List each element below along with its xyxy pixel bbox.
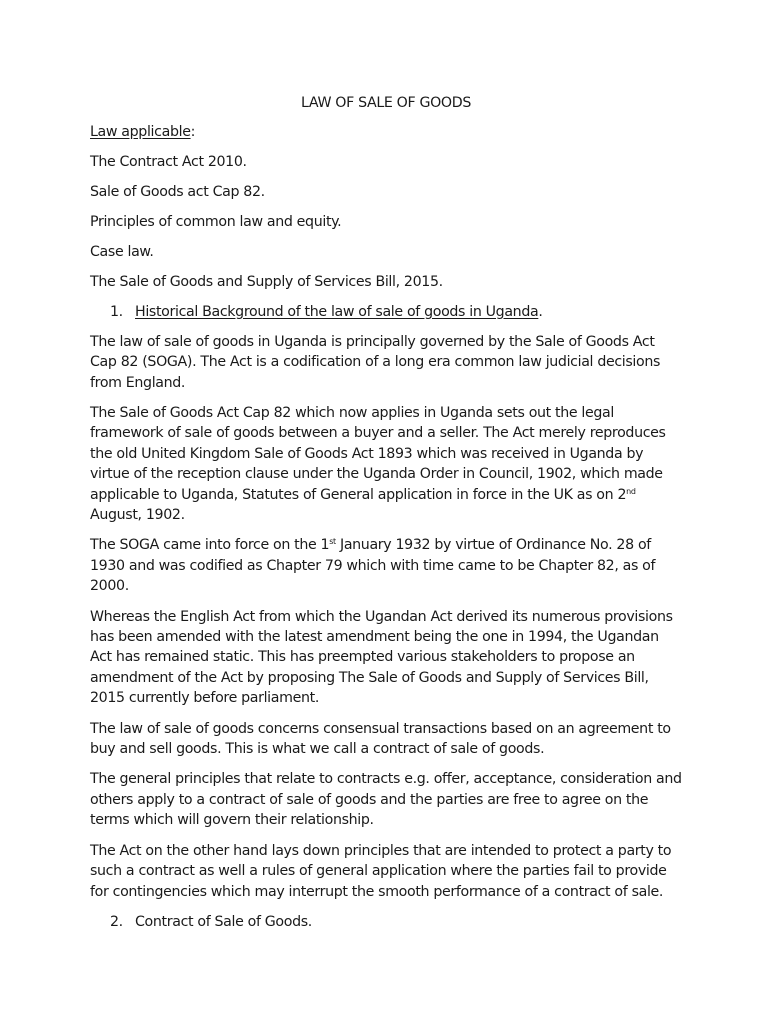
- paragraph-text-end: January 1932 by virtue of Ordinance No. 28 of 1930 and was codified as Chapter 79 which with time came to be Chapter 82, as of 2000.: [90, 537, 656, 595]
- law-applicable-item: Case law.: [90, 244, 154, 261]
- section-2-number: 2.: [110, 913, 123, 930]
- paragraph: The law of sale of goods in Uganda is principally governed by the Sale of Goods Act Cap 82 (SOGA). The Act is a codification of a long era common law judicial decisions from England.: [90, 333, 661, 391]
- paragraph: Whereas the English Act from which the Ugandan Act derived its numerous provisions has been amended with the latest amendment being the one in 1994, the Ugandan Act has remained static. This has preempted various stakeholders to propose an amendment of the Act by proposing The Sale of Goods and Supply of Services Bill, 2015 currently before parliament.: [90, 608, 673, 707]
- law-applicable-heading: [90, 122, 682, 142]
- paragraph: [90, 403, 682, 525]
- paragraph: The general principles that relate to contracts e.g. offer, acceptance, consideration and others apply to a contract of sale of goods and the parties are free to agree on the terms which will govern their relationship.: [90, 771, 682, 829]
- law-applicable-item: Sale of Goods act Cap 82.: [90, 184, 265, 201]
- section-1-title-end: .: [538, 303, 543, 320]
- law-applicable-item: The Sale of Goods and Supply of Services Bill, 2015.: [90, 273, 443, 290]
- section-2-title-end: .: [307, 913, 312, 930]
- section-2-heading: [90, 912, 682, 932]
- law-applicable-item: The Contract Act 2010.: [90, 154, 247, 171]
- paragraph-text: The Sale of Goods Act Cap 82 which now applies in Uganda sets out the legal framework of sale of goods between a buyer and a seller. The Act merely reproduces the old United Kingdom Sale of Goods Act 1893 which was received in Uganda by virtue of the reception clause under the Uganda Order in Council, 1902, which made applicable to Uganda, Statutes of General application in force in the UK as on 2: [90, 404, 666, 503]
- paragraph: The Act on the other hand lays down principles that are intended to protect a party to such a contract as well a rules of general application where the parties fail to provide for contingencies which may interrupt the smooth performance of a contract of sale.: [90, 842, 672, 900]
- paragraph: [90, 535, 682, 596]
- paragraph-text-end: August, 1902.: [90, 507, 185, 523]
- section-1-heading: [90, 302, 682, 322]
- document-title: LAW OF SALE OF GOODS: [301, 95, 471, 111]
- section-1-title: Historical Background of the law of sale of goods in Uganda: [135, 303, 539, 320]
- paragraph: The law of sale of goods concerns consensual transactions based on an agreement to buy and sell goods. This is what we call a contract of sale of goods.: [90, 720, 671, 758]
- law-applicable-item: Principles of common law and equity.: [90, 214, 342, 231]
- section-1-number: 1.: [110, 303, 123, 320]
- law-applicable-label: Law applicable: [90, 124, 191, 141]
- paragraph-text: The SOGA came into force on the 1: [90, 537, 330, 554]
- ordinal-suffix: st: [329, 537, 336, 547]
- section-2-title: Contract of Sale of Goods: [135, 913, 308, 930]
- document-page: [90, 93, 682, 942]
- law-applicable-colon: :: [190, 124, 196, 141]
- ordinal-suffix: nd: [626, 486, 636, 496]
